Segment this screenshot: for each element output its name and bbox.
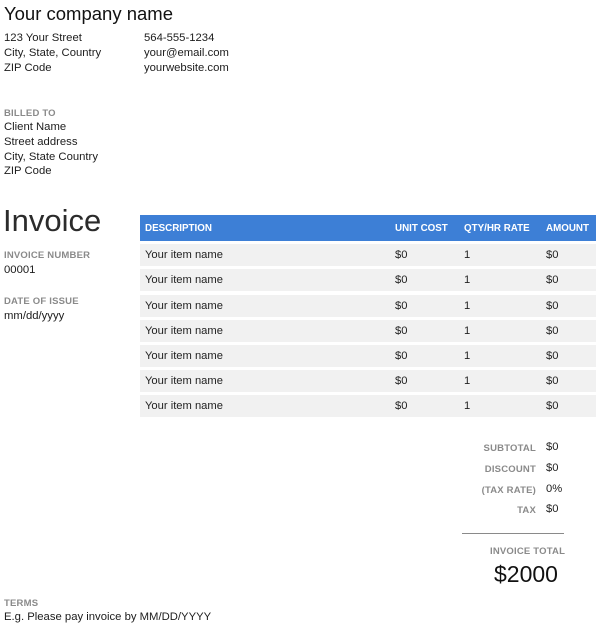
item-qty: 1 — [464, 375, 471, 388]
item-description: Your item name — [145, 299, 223, 312]
item-amount: $0 — [546, 324, 559, 337]
item-qty: 1 — [464, 299, 471, 312]
item-description: Your item name — [145, 400, 223, 413]
subtotal-value: $0 — [546, 441, 559, 453]
address-line: City, State, Country — [4, 46, 102, 59]
item-amount: $0 — [546, 274, 559, 287]
table-row — [140, 370, 596, 392]
item-description: Your item name — [145, 274, 223, 287]
company-contact — [144, 31, 229, 75]
item-qty: 1 — [464, 249, 471, 262]
subtotal-label: SUBTOTAL — [483, 443, 536, 454]
item-unit-cost: $0 — [395, 400, 408, 413]
phone-number: 564-555-1234 — [144, 32, 215, 44]
table-row — [140, 320, 596, 342]
invoice-title: Invoice — [3, 203, 102, 238]
header-unit-cost: UNIT COST — [395, 223, 448, 234]
item-qty: 1 — [464, 400, 471, 413]
item-amount: $0 — [546, 375, 559, 388]
invoice-total-label: INVOICE TOTAL — [490, 546, 566, 557]
client-line: City, State Country — [4, 150, 98, 163]
date-of-issue-label: DATE OF ISSUE — [4, 296, 79, 307]
header-qty: QTY/HR RATE — [464, 223, 530, 234]
item-amount: $0 — [546, 349, 559, 362]
total-divider — [462, 533, 564, 534]
client-line: ZIP Code — [4, 165, 52, 178]
invoice-number: 00001 — [4, 264, 36, 276]
tax-rate-value: 0% — [546, 483, 563, 495]
item-unit-cost: $0 — [395, 324, 408, 337]
item-qty: 1 — [464, 324, 471, 337]
table-row — [140, 244, 596, 266]
table-row — [140, 269, 596, 291]
item-unit-cost: $0 — [395, 299, 408, 312]
item-description: Your item name — [145, 375, 223, 388]
item-amount: $0 — [546, 299, 559, 312]
item-description: Your item name — [145, 249, 223, 262]
discount-value: $0 — [546, 462, 559, 474]
client-line: Street address — [4, 135, 78, 148]
company-name: Your company name — [4, 3, 174, 24]
invoice-total-value: $2000 — [494, 561, 558, 587]
table-header — [140, 215, 596, 241]
client-line: Client Name — [4, 121, 67, 133]
header-amount: AMOUNT — [546, 223, 589, 234]
item-unit-cost: $0 — [395, 375, 408, 388]
item-qty: 1 — [464, 274, 471, 287]
tax-label: TAX — [517, 505, 536, 516]
date-of-issue: mm/dd/yyyy — [4, 310, 65, 322]
tax-value: $0 — [546, 503, 559, 515]
billed-to-address — [4, 120, 98, 179]
address-line: ZIP Code — [4, 61, 52, 74]
header-description: DESCRIPTION — [145, 223, 212, 234]
line-items-table — [140, 215, 596, 417]
address-line: 123 Your Street — [4, 32, 82, 44]
website-address: yourwebsite.com — [144, 61, 229, 74]
table-row — [140, 295, 596, 317]
item-description: Your item name — [145, 349, 223, 362]
discount-label: DISCOUNT — [484, 464, 536, 475]
item-amount: $0 — [546, 249, 559, 262]
invoice-number-label: INVOICE NUMBER — [4, 250, 91, 261]
item-unit-cost: $0 — [395, 274, 408, 287]
terms-label: TERMS — [4, 598, 39, 609]
company-address — [4, 31, 101, 75]
item-description: Your item name — [145, 324, 223, 337]
table-row — [140, 345, 596, 367]
item-amount: $0 — [546, 400, 559, 413]
terms-text: E.g. Please pay invoice by MM/DD/YYYY — [4, 611, 212, 623]
email-address: your@email.com — [144, 46, 229, 59]
tax-rate-label: (TAX RATE) — [481, 485, 536, 496]
table-row — [140, 395, 596, 417]
item-unit-cost: $0 — [395, 249, 408, 262]
item-unit-cost: $0 — [395, 349, 408, 362]
billed-to-label: BILLED TO — [4, 108, 56, 119]
item-qty: 1 — [464, 349, 471, 362]
